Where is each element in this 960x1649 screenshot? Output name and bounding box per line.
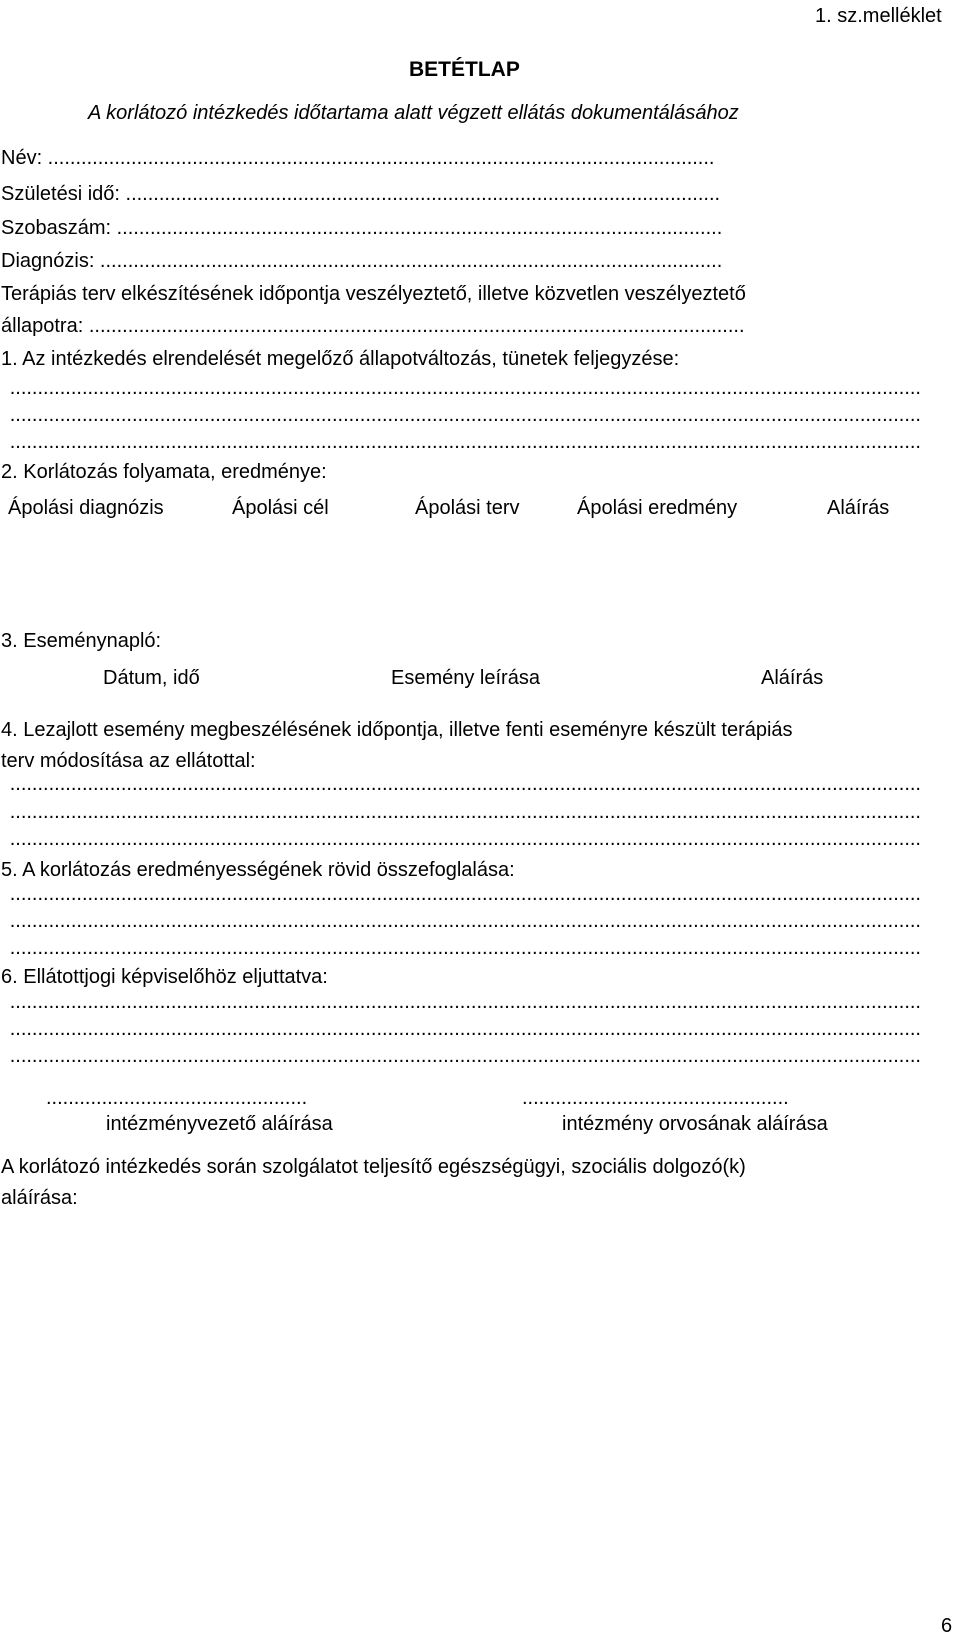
page-subtitle: A korlátozó intézkedés időtartama alatt végzett ellátás dokumentálásához (88, 102, 739, 124)
column-header-date-time: Dátum, idő (103, 667, 200, 689)
section-6-dotted-line: .................................................................................................................................................................... (9, 992, 921, 1012)
name-field: Név: ........................................................................................................................ (1, 147, 715, 169)
director-signature-label: intézményvezető aláírása (106, 1113, 333, 1135)
page-number: 6 (941, 1615, 953, 1637)
column-header-nursing-diagnosis: Ápolási diagnózis (8, 497, 164, 519)
annex-label: 1. sz.melléklet (815, 5, 942, 27)
section-3-heading: 3. Eseménynapló: (1, 630, 162, 652)
column-header-signature: Aláírás (827, 497, 890, 519)
section-1-dotted-line: .................................................................................................................................................................... (9, 432, 921, 452)
staff-signature-line-1: A korlátozó intézkedés során szolgálatot teljesítő egészségügyi, szociális dolgozó(k) (1, 1156, 746, 1178)
section-4-line-1: 4. Lezajlott esemény megbeszélésének időpontja, illetve fenti eseményre készült terápiás (1, 719, 793, 741)
room-number-field: Szobaszám: ............................................................................................................. (1, 217, 723, 239)
physician-signature-label: intézmény orvosának aláírása (562, 1113, 828, 1135)
section-1-dotted-line: .................................................................................................................................................................... (9, 405, 921, 425)
signature-line-right: ................................................ (522, 1087, 789, 1109)
therapy-plan-line-2: állapotra: ...................................................................................................................... (1, 315, 745, 337)
section-4-dotted-line: .................................................................................................................................................................... (9, 774, 921, 794)
therapy-plan-line-1: Terápiás terv elkészítésének időpontja veszélyeztető, illetve közvetlen veszélyeztető (1, 283, 746, 305)
section-5-dotted-line: .................................................................................................................................................................... (9, 884, 921, 904)
column-header-nursing-plan: Ápolási terv (415, 497, 520, 519)
section-4-dotted-line: .................................................................................................................................................................... (9, 802, 921, 822)
column-header-nursing-goal: Ápolási cél (232, 497, 329, 519)
section-5-dotted-line: .................................................................................................................................................................... (9, 938, 921, 958)
signature-line-left: ............................................... (46, 1087, 308, 1109)
staff-signature-line-2: aláírása: (1, 1187, 78, 1209)
page-title: BETÉTLAP (409, 58, 520, 81)
column-header-event-description: Esemény leírása (391, 667, 540, 689)
section-6-dotted-line: .................................................................................................................................................................... (9, 1019, 921, 1039)
section-1-heading: 1. Az intézkedés elrendelését megelőző állapotváltozás, tünetek feljegyzése: (1, 348, 680, 370)
column-header-event-signature: Aláírás (761, 667, 824, 689)
section-4-line-2: terv módosítása az ellátottal: (1, 750, 256, 772)
section-6-dotted-line: .................................................................................................................................................................... (9, 1046, 921, 1066)
section-4-dotted-line: .................................................................................................................................................................... (9, 829, 921, 849)
section-6-heading: 6. Ellátottjogi képviselőhöz eljuttatva: (1, 966, 328, 988)
section-5-dotted-line: .................................................................................................................................................................... (9, 911, 921, 931)
section-5-heading: 5. A korlátozás eredményességének rövid összefoglalása: (1, 859, 515, 881)
column-header-nursing-outcome: Ápolási eredmény (577, 497, 738, 519)
section-1-dotted-line: .................................................................................................................................................................... (9, 378, 921, 398)
birth-date-field: Születési idő: ........................................................................................................... (1, 183, 721, 205)
diagnosis-field: Diagnózis: ................................................................................................................ (1, 250, 723, 272)
section-2-heading: 2. Korlátozás folyamata, eredménye: (1, 461, 327, 483)
